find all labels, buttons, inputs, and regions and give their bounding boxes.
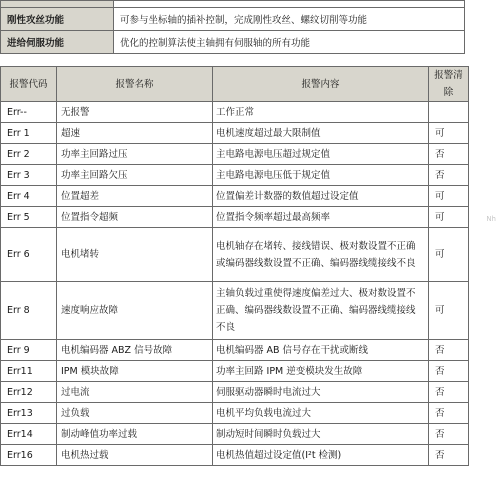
feature-row bbox=[1, 8, 465, 31]
alarm-clear bbox=[429, 102, 469, 123]
alarm-name: 过电流 bbox=[57, 382, 213, 403]
alarm-content: 主电路电源电压低于规定值 bbox=[213, 165, 429, 186]
alarm-code: Err 9 bbox=[1, 340, 57, 361]
alarm-clear: 否 bbox=[429, 382, 469, 403]
feature-description bbox=[114, 1, 465, 8]
alarm-table-body bbox=[1, 102, 469, 466]
alarm-content: 位置指令频率超过最高频率 bbox=[213, 207, 429, 228]
alarm-name: 过负载 bbox=[57, 403, 213, 424]
alarm-content: 伺服驱动器瞬时电流过大 bbox=[213, 382, 429, 403]
alarm-name: 功率主回路欠压 bbox=[57, 165, 213, 186]
alarm-content: 电机编码器 AB 信号存在干扰或断线 bbox=[213, 340, 429, 361]
alarm-clear: 可 bbox=[429, 186, 469, 207]
alarm-content: 电机轴存在堵转、接线错误、极对数设置不正确或编码器线数设置不正确、编码器线缆接线不良 bbox=[213, 228, 429, 282]
alarm-name: 无报警 bbox=[57, 102, 213, 123]
alarm-name: 电机热过载 bbox=[57, 445, 213, 466]
alarm-table-header bbox=[1, 67, 469, 102]
alarm-code: Err11 bbox=[1, 361, 57, 382]
alarm-row bbox=[1, 165, 469, 186]
alarm-content: 主轴负载过重使得速度偏差过大、极对数设置不正确、编码器线数设置不正确、编码器线缆接线不良 bbox=[213, 282, 429, 340]
alarm-row bbox=[1, 282, 469, 340]
feature-description: 优化的控制算法使主轴拥有伺服轴的所有功能 bbox=[114, 31, 465, 54]
alarm-code: Err 6 bbox=[1, 228, 57, 282]
alarm-clear: 否 bbox=[429, 144, 469, 165]
header-alarm-content: 报警内容 bbox=[213, 67, 429, 102]
alarm-content: 功率主回路 IPM 逆变模块发生故障 bbox=[213, 361, 429, 382]
alarm-content: 电机热值超过设定值(I²t 检测) bbox=[213, 445, 429, 466]
feature-row-clipped bbox=[1, 1, 465, 8]
alarm-name: 位置指令超频 bbox=[57, 207, 213, 228]
feature-description: 可参与坐标轴的插补控制，完成刚性攻丝、螺纹切削等功能 bbox=[114, 8, 465, 31]
alarm-row bbox=[1, 361, 469, 382]
alarm-name: 速度响应故障 bbox=[57, 282, 213, 340]
alarm-clear: 否 bbox=[429, 340, 469, 361]
alarm-content: 电机速度超过最大限制值 bbox=[213, 123, 429, 144]
alarm-row bbox=[1, 445, 469, 466]
alarm-code: Err 1 bbox=[1, 123, 57, 144]
alarm-name: 位置超差 bbox=[57, 186, 213, 207]
feature-label: 进给伺服功能 bbox=[1, 31, 114, 54]
alarm-clear: 可 bbox=[429, 207, 469, 228]
alarm-name: IPM 模块故障 bbox=[57, 361, 213, 382]
alarm-content: 制动短时间瞬时负载过大 bbox=[213, 424, 429, 445]
feature-label: 刚性攻丝功能 bbox=[1, 8, 114, 31]
alarm-row bbox=[1, 228, 469, 282]
alarm-code: Err12 bbox=[1, 382, 57, 403]
alarm-code: Err13 bbox=[1, 403, 57, 424]
alarm-code: Err 4 bbox=[1, 186, 57, 207]
header-alarm-code: 报警代码 bbox=[1, 67, 57, 102]
alarm-code: Err14 bbox=[1, 424, 57, 445]
alarm-code: Err16 bbox=[1, 445, 57, 466]
alarm-content: 电机平均负载电流过大 bbox=[213, 403, 429, 424]
header-alarm-name: 报警名称 bbox=[57, 67, 213, 102]
alarm-row bbox=[1, 207, 469, 228]
alarm-name: 电机编码器 ABZ 信号故障 bbox=[57, 340, 213, 361]
alarm-table bbox=[0, 66, 469, 466]
alarm-row bbox=[1, 102, 469, 123]
alarm-row bbox=[1, 144, 469, 165]
alarm-row bbox=[1, 403, 469, 424]
alarm-name: 制动峰值功率过载 bbox=[57, 424, 213, 445]
alarm-row bbox=[1, 340, 469, 361]
alarm-content: 主电路电源电压超过规定值 bbox=[213, 144, 429, 165]
alarm-code: Err 2 bbox=[1, 144, 57, 165]
alarm-clear: 可 bbox=[429, 123, 469, 144]
alarm-clear: 否 bbox=[429, 403, 469, 424]
alarm-clear: 否 bbox=[429, 445, 469, 466]
alarm-row bbox=[1, 186, 469, 207]
feature-label bbox=[1, 1, 114, 8]
alarm-row bbox=[1, 382, 469, 403]
alarm-clear: 可 bbox=[429, 228, 469, 282]
feature-table bbox=[0, 0, 465, 54]
header-alarm-clear: 报警清除 bbox=[429, 67, 469, 102]
alarm-row bbox=[1, 424, 469, 445]
alarm-code: Err-- bbox=[1, 102, 57, 123]
alarm-code: Err 8 bbox=[1, 282, 57, 340]
alarm-content: 位置偏差计数器的数值超过设定值 bbox=[213, 186, 429, 207]
alarm-code: Err 3 bbox=[1, 165, 57, 186]
alarm-name: 超速 bbox=[57, 123, 213, 144]
alarm-content: 工作正常 bbox=[213, 102, 429, 123]
alarm-clear: 否 bbox=[429, 361, 469, 382]
alarm-code: Err 5 bbox=[1, 207, 57, 228]
alarm-clear: 否 bbox=[429, 165, 469, 186]
alarm-name: 功率主回路过压 bbox=[57, 144, 213, 165]
watermark: Nh bbox=[486, 215, 496, 223]
alarm-row bbox=[1, 123, 469, 144]
alarm-name: 电机堵转 bbox=[57, 228, 213, 282]
feature-row bbox=[1, 31, 465, 54]
alarm-clear: 否 bbox=[429, 424, 469, 445]
alarm-clear: 可 bbox=[429, 282, 469, 340]
